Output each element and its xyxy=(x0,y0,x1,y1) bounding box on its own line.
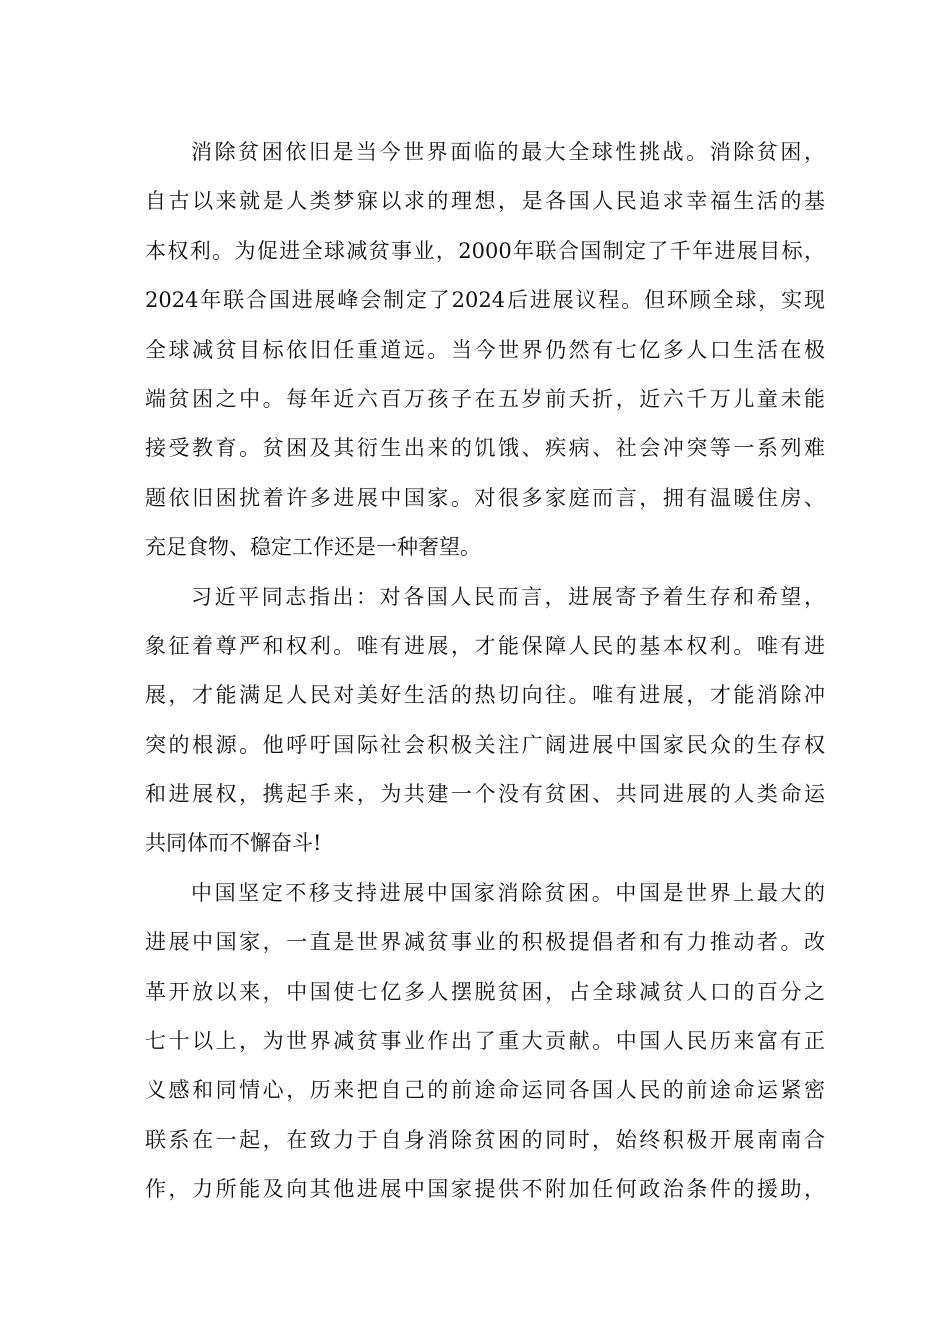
paragraph-2-line-2: 象征着尊严和权利。唯有进展，才能保障人民的基本权利。唯有进 xyxy=(145,633,825,658)
paragraph-3-line-1: 中国坚定不移支持进展中国家消除贫困。中国是世界上最大的 xyxy=(191,880,825,905)
paragraph-1-line-2: 自古以来就是人类梦寐以求的理想，是各国人民追求幸福生活的基 xyxy=(145,189,825,214)
paragraph-3-line-6: 联系在一起，在致力于自身消除贫困的同时，始终积极开展南南合 xyxy=(145,1127,825,1152)
paragraph-2-line-6: 共同体而不懈奋斗! xyxy=(145,831,322,856)
paragraph-2-line-4: 突的根源。他呼吁国际社会积极关注广阔进展中国家民众的生存权 xyxy=(145,732,825,757)
paragraph-3-line-2: 进展中国家，一直是世界减贫事业的积极提倡者和有力推动者。改 xyxy=(145,930,825,955)
paragraph-2-line-5: 和进展权，携起手来，为共建一个没有贫困、共同进展的人类命运 xyxy=(145,782,825,807)
paragraph-1-line-1: 消除贫困依旧是当今世界面临的最大全球性挑战。消除贫困， xyxy=(191,140,825,164)
paragraph-3-line-4: 七十以上，为世界减贫事业作出了重大贡献。中国人民历来富有正 xyxy=(145,1029,825,1054)
paragraph-3-line-7: 作，力所能及向其他进展中国家提供不附加任何政治条件的援助， xyxy=(145,1177,825,1202)
document-body xyxy=(145,128,825,1215)
paragraph-2-line-1: 习近平同志指出：对各国人民而言，进展寄予着生存和希望， xyxy=(191,584,825,609)
paragraph-1-line-5: 全球减贫目标依旧任重道远。当今世界仍然有七亿多人口生活在极 xyxy=(145,337,825,362)
paragraph-1-line-8: 题依旧困扰着许多进展中国家。对很多家庭而言，拥有温暖住房、 xyxy=(145,485,825,510)
paragraph-1-line-4: 2024年联合国进展峰会制定了2024后进展议程。但环顾全球，实现 xyxy=(145,288,825,313)
paragraph-1-line-7: 接受教育。贫困及其衍生出来的饥饿、疾病、社会冲突等一系列难 xyxy=(145,436,825,461)
paragraph-2-line-3: 展，才能满足人民对美好生活的热切向往。唯有进展，才能消除冲 xyxy=(145,683,825,708)
paragraph-1-line-6: 端贫困之中。每年近六百万孩子在五岁前夭折，近六千万儿童未能 xyxy=(145,386,825,411)
paragraph-3-line-5: 义感和同情心，历来把自己的前途命运同各国人民的前途命运紧密 xyxy=(145,1078,825,1103)
paragraph-1-line-3: 本权利。为促进全球减贫事业，2000年联合国制定了千年进展目标， xyxy=(145,238,825,263)
paragraph-1-line-9: 充足食物、稳定工作还是一种奢望。 xyxy=(145,535,481,560)
paragraph-3-line-3: 革开放以来，中国使七亿多人摆脱贫困，占全球减贫人口的百分之 xyxy=(145,979,825,1004)
